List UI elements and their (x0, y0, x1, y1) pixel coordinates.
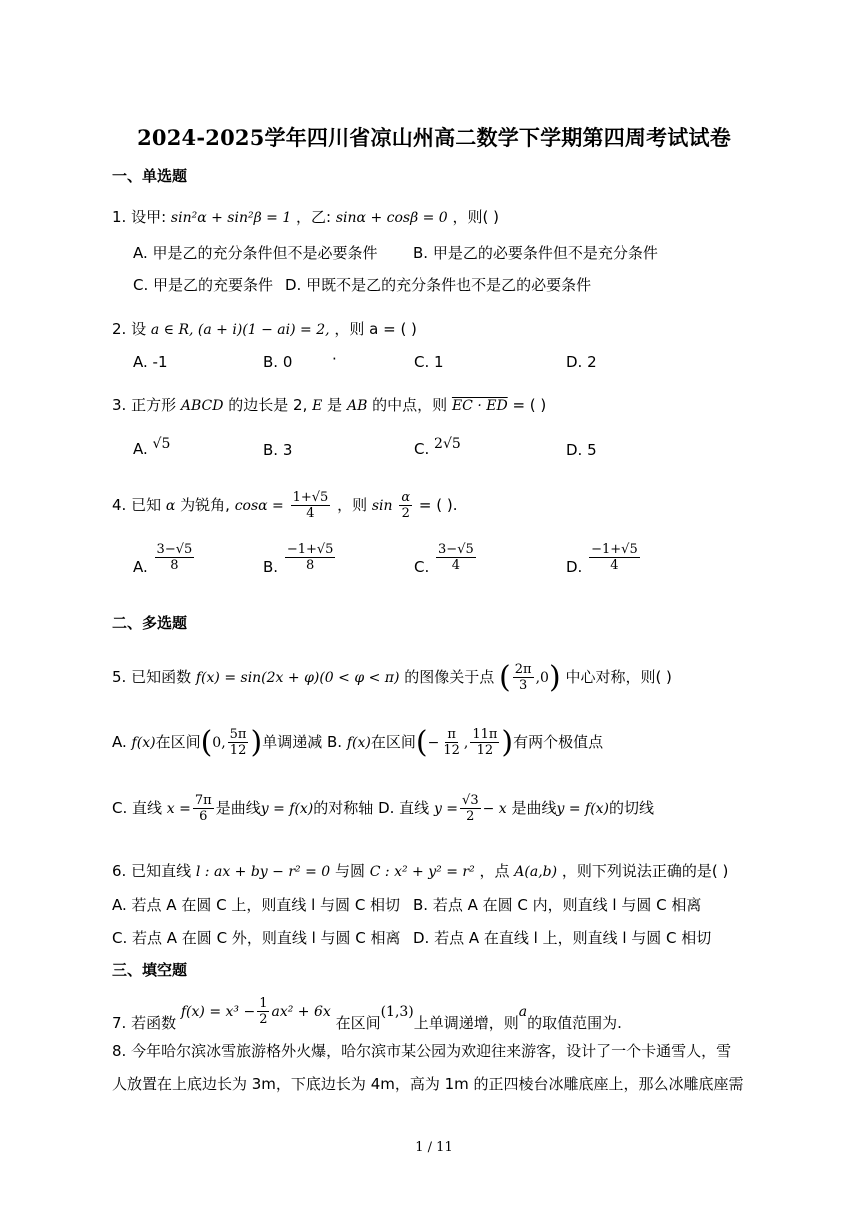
left-paren: ( (415, 725, 428, 760)
page-number: 1 / 11 (415, 1140, 453, 1155)
question-6-mid1: 与圆 (334, 862, 365, 880)
fraction-numerator: 5π (229, 727, 247, 742)
question-6-circle: C : x² + y² = r² (369, 864, 475, 880)
fraction-denominator: 2 (401, 506, 410, 521)
question-4-cos-fraction (291, 490, 331, 521)
q4-option-a-label: A. (133, 558, 148, 576)
question-3-mid3: 的中点，则 (372, 396, 448, 414)
question-3-vector: EC · ED (451, 398, 508, 414)
question-7 (112, 996, 622, 1032)
question-2 (112, 318, 417, 339)
question-5-point-tail: ,0 (535, 670, 549, 686)
q5-option-a-mid: 在区间 (155, 733, 201, 751)
right-paren: ) (501, 725, 514, 760)
fraction-denominator: 12 (443, 743, 460, 758)
q2-option-c: C. 1 (414, 353, 444, 371)
question-3-mid1: 的边长是 2, (228, 396, 308, 414)
page-title: 2024-2025学年四川省凉山州高二数学下学期第四周考试试卷 (137, 125, 731, 150)
q4-option-c-fraction (436, 542, 476, 573)
q4-option-c (414, 542, 478, 583)
question-3 (112, 394, 546, 415)
q6-option-d: D. 若点 A 在直线 l 上，则直线 l 与圆 C 相切 (413, 929, 712, 947)
q3-option-c-label: C. (414, 440, 430, 458)
question-7-lead: 7. 若函数 (112, 1014, 177, 1032)
question-4 (112, 490, 457, 521)
question-4-mid1: 为锐角, (180, 496, 230, 514)
q2-stray-dot: · (332, 350, 337, 368)
question-4-alpha: α (165, 498, 176, 514)
q5-option-b-fraction-1 (441, 727, 462, 758)
section-heading-fill-in: 三、填空题 (112, 961, 188, 979)
question-7-mid: 在区间 (335, 1014, 381, 1032)
q2-option-b: B. 0 (263, 353, 293, 371)
q2-option-a: A. -1 (133, 353, 168, 371)
q3-option-a (133, 436, 171, 458)
question-3-abcd: ABCD (180, 398, 224, 414)
q5-option-b-negative: − (427, 735, 440, 751)
question-4-mid2: ，则 (337, 496, 368, 514)
fraction-numerator: −1+√5 (286, 542, 334, 557)
question-3-tail: = ( ) (512, 396, 547, 414)
q1-option-b: B. 甲是乙的必要条件但不是充分条件 (413, 244, 658, 262)
q4-option-b-label: B. (263, 558, 279, 576)
q3-option-c-value: 2√5 (434, 436, 461, 452)
q4-option-b (263, 542, 337, 583)
q5-option-b-label: B. (327, 733, 343, 751)
q4-option-d (566, 542, 642, 583)
question-3-lead: 3. 正方形 (112, 396, 177, 414)
question-5-function: f(x) = sin(2x + φ)(0 < φ < π) (195, 670, 400, 686)
q4-option-b-fraction (285, 542, 336, 573)
question-6-tail: ，则下列说法正确的是( ) (561, 862, 729, 880)
q5-option-b-comma: , (463, 735, 469, 751)
fraction-numerator: 3−√5 (438, 542, 474, 557)
fraction-numerator: 1+√5 (292, 490, 329, 505)
question-1-expr2: sinα + cosβ = 0 (335, 210, 448, 226)
question-6 (112, 860, 728, 881)
q5-option-d-tail: 的切线 (609, 799, 655, 817)
question-3-mid2: 是 (327, 396, 343, 414)
question-1-mid: ，乙: (296, 208, 332, 226)
q5-option-d-x: − x (482, 801, 507, 817)
section-heading-single-choice: 一、单选题 (112, 167, 188, 185)
question-1-expr1: sin²α + sin²β = 1 (170, 210, 292, 226)
question-3-e: E (312, 398, 323, 414)
q5-option-c-x: x = (166, 801, 191, 817)
question-4-tail: = ( ). (418, 496, 458, 514)
q5-option-b-fraction-2 (470, 727, 499, 758)
question-7-interval: (1,3) (380, 1004, 414, 1020)
fraction-numerator: √3 (462, 793, 479, 808)
fraction-numerator: 7π (194, 793, 212, 808)
question-6-mid2: ，点 (479, 862, 510, 880)
question-1-lead: 1. 设甲: (112, 208, 167, 226)
question-5-lead: 5. 已知函数 (112, 668, 192, 686)
q6-option-c: C. 若点 A 在圆 C 外，则直线 l 与圆 C 相离 (112, 929, 401, 947)
question-1 (112, 206, 499, 227)
question-2-tail: ，则 a = ( ) (334, 320, 417, 338)
q6-option-a: A. 若点 A 在圆 C 上，则直线 l 与圆 C 相切 (112, 896, 401, 914)
q4-option-d-fraction (589, 542, 640, 573)
q5-option-a-fraction (228, 727, 249, 758)
q5-option-c-fraction (193, 793, 214, 824)
question-8-line-2: 人放置在上底边长为 3m，下底边长为 4m，高为 1m 的正四棱台冰雕底座上，那么冰雕底座需 (112, 1075, 744, 1093)
q5-option-b-mid: 在区间 (370, 733, 416, 751)
question-4-lead: 4. 已知 (112, 496, 162, 514)
right-paren: ) (250, 725, 263, 760)
q5-option-b-tail: 有两个极值点 (513, 733, 604, 751)
fraction-denominator: 4 (306, 506, 315, 521)
question-6-point: A(a,b) (514, 864, 558, 880)
q5-option-a-tail: 单调递减 (262, 733, 323, 751)
q5-option-d-curve: y = f(x) (556, 801, 610, 817)
q5-option-d-mid: 是曲线 (511, 799, 557, 817)
q3-option-a-value: √5 (152, 436, 171, 452)
q1-option-d: D. 甲既不是乙的充分条件也不是乙的必要条件 (285, 276, 592, 294)
q4-option-c-label: C. (414, 558, 430, 576)
q5-option-b-fx: f(x) (346, 735, 371, 751)
q5-option-d-fraction (460, 793, 481, 824)
question-7-fraction (257, 996, 269, 1027)
fraction-denominator: 8 (170, 558, 179, 573)
fraction-denominator: 8 (306, 558, 315, 573)
q2-option-d: D. 2 (566, 353, 597, 371)
question-5 (112, 660, 672, 695)
question-7-mid2: 上单调递增，则 (413, 1014, 519, 1032)
q5-option-c-d (112, 793, 654, 824)
fraction-numerator: α (401, 490, 411, 505)
section-heading-multi-choice: 二、多选题 (112, 614, 188, 632)
question-3-ab: AB (346, 398, 368, 414)
q4-option-a (133, 542, 196, 583)
question-4-cos: cosα = (234, 498, 284, 514)
q5-option-d-label: D. 直线 (378, 799, 430, 817)
fraction-numerator: 11π (472, 727, 498, 742)
q5-option-a-interval-start: 0, (212, 735, 226, 751)
question-6-line: l : ax + by − r² = 0 (195, 864, 331, 880)
q5-option-c-label: C. 直线 (112, 799, 163, 817)
q3-option-b: B. 3 (263, 441, 293, 459)
fraction-denominator: 3 (519, 678, 528, 693)
q5-option-a-label: A. (112, 733, 127, 751)
fraction-denominator: 2 (259, 1012, 268, 1027)
question-7-function: f(x) = x³ − (180, 1004, 256, 1020)
question-4-sin: sin (371, 498, 393, 514)
fraction-denominator: 12 (229, 743, 247, 758)
q4-option-a-fraction (155, 542, 195, 573)
question-6-lead: 6. 已知直线 (112, 862, 192, 880)
q5-option-a (112, 725, 603, 760)
q4-option-d-label: D. (566, 558, 583, 576)
fraction-denominator: 4 (451, 558, 461, 573)
q5-option-c-mid: 是曲线 (215, 799, 261, 817)
q5-option-c-curve: y = f(x) (260, 801, 314, 817)
q1-option-c: C. 甲是乙的充要条件 (133, 276, 274, 294)
question-1-tail: ，则( ) (452, 208, 499, 226)
question-2-lead: 2. 设 (112, 320, 147, 338)
fraction-denominator: 6 (199, 809, 208, 824)
q5-option-d-y: y = (433, 801, 459, 817)
q5-option-a-fx: f(x) (131, 735, 156, 751)
question-8-line-1: 8. 今年哈尔滨冰雪旅游格外火爆，哈尔滨市某公园为欢迎往来游客，设计了一个卡通雪人，雪 (112, 1042, 732, 1060)
question-2-expr: a ∈ R, (a + i)(1 − ai) = 2, (150, 322, 330, 338)
fraction-numerator: −1+√5 (591, 542, 638, 557)
question-5-mid: 的图像关于点 (404, 668, 495, 686)
q3-option-d: D. 5 (566, 441, 597, 459)
right-paren: ) (548, 660, 561, 695)
question-7-tail: 的取值范围为. (527, 1014, 622, 1032)
left-paren: ( (499, 660, 511, 695)
question-5-tail: 中心对称，则( ) (565, 668, 672, 686)
question-7-function-tail: ax² + 6x (271, 1004, 331, 1020)
fraction-numerator: 3−√5 (156, 542, 193, 557)
question-7-a: a (518, 1004, 528, 1020)
fraction-numerator: 1 (259, 996, 268, 1011)
left-paren: ( (200, 725, 213, 760)
fraction-denominator: 2 (466, 809, 475, 824)
question-4-sin-fraction (399, 490, 412, 521)
fraction-denominator: 12 (476, 743, 494, 758)
q5-option-c-tail: 的对称轴 (313, 799, 374, 817)
fraction-numerator: π (447, 727, 456, 742)
q3-option-a-label: A. (133, 440, 148, 458)
question-5-point-fraction (513, 662, 534, 693)
q3-option-c (414, 436, 461, 458)
fraction-denominator: 4 (610, 558, 619, 573)
fraction-numerator: 2π (514, 662, 532, 677)
q1-option-a: A. 甲是乙的充分条件但不是必要条件 (133, 244, 378, 262)
q6-option-b: B. 若点 A 在圆 C 内，则直线 l 与圆 C 相离 (413, 896, 702, 914)
